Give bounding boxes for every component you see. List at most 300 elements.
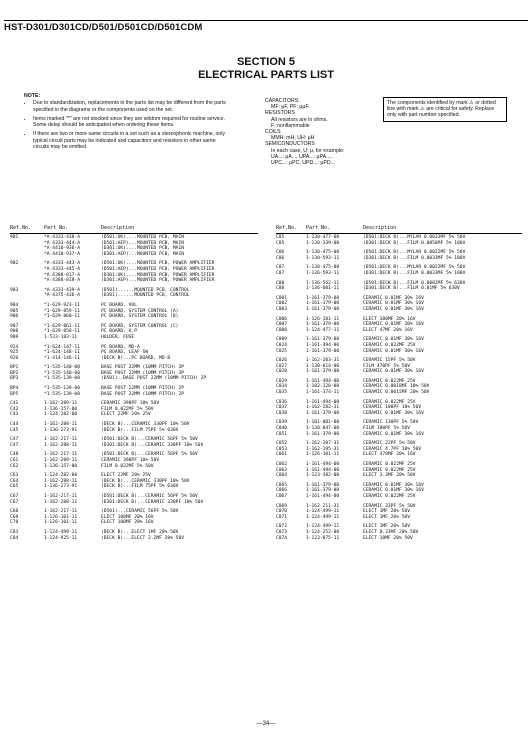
parts-row bbox=[10, 536, 262, 542]
description: (DECK B)...CERAMIC 330PF 10% 50V bbox=[101, 422, 190, 428]
ref-no: C072 bbox=[276, 524, 288, 530]
ref-no: C053 bbox=[276, 446, 288, 452]
part-no: 1-162-217-11 bbox=[44, 452, 78, 458]
parts-row bbox=[276, 536, 528, 542]
description: PC BOARD, MD-A bbox=[101, 344, 140, 350]
ref-no: 925 bbox=[10, 350, 19, 356]
part-no: 1-136-157-00 bbox=[44, 463, 78, 469]
ref-no: C035 bbox=[276, 390, 288, 396]
part-no: 1-126-101-11 bbox=[44, 520, 78, 526]
parts-row bbox=[10, 500, 262, 506]
part-no: 1-161-374-11 bbox=[306, 390, 340, 396]
description: ELECT 22MF 20% 25V bbox=[101, 473, 151, 479]
part-no: 1-162-289-11 bbox=[44, 458, 78, 463]
left-header-rule bbox=[10, 233, 258, 234]
part-no: 1-130-593-11 bbox=[306, 255, 340, 261]
ref-no: C071 bbox=[276, 514, 288, 520]
description: ELECT 1MF 20% 50V bbox=[363, 524, 411, 530]
ref-no: 924 bbox=[10, 344, 19, 350]
description: CERAMIC 0.01MF 30% 16V bbox=[363, 482, 424, 488]
parts-row bbox=[10, 314, 262, 320]
legend-semis-text-1: In each case, U: μ, for example: bbox=[271, 147, 345, 154]
ref-no: C65 bbox=[10, 484, 19, 490]
part-no: 1-162-207-31 bbox=[306, 441, 340, 447]
part-no: 1-161-494-00 bbox=[306, 342, 340, 348]
parts-row bbox=[276, 349, 528, 355]
legend-semis-text-3: UPC...: μPC, UPD...: μPD... bbox=[271, 160, 335, 167]
description: CERAMIC 0.0018MF 10% 50V bbox=[363, 384, 430, 390]
legend-resistors-text-2: F: nonflammable bbox=[271, 122, 310, 129]
part-no: 1-161-494-00 bbox=[306, 462, 340, 467]
ref-no: C67 bbox=[10, 499, 19, 505]
parts-row bbox=[276, 432, 528, 438]
description: (D501)......MOUNTED PCB, CONTROL bbox=[101, 287, 190, 293]
part-no: *1-624-147-11 bbox=[44, 344, 80, 350]
ref-no: C074 bbox=[276, 535, 288, 541]
description: CERAMIC 0.01MF 30% 16V bbox=[363, 295, 424, 301]
part-no: 1-162-288-11 bbox=[44, 442, 78, 448]
description: CERAMIC 0.01MF 30% 16V bbox=[363, 306, 424, 312]
description: (DECK B)...ELECT 2.2MF 20% 50V bbox=[101, 535, 184, 541]
legend-semis-heading: SEMICONDUCTORS bbox=[265, 141, 315, 148]
description: CERAMIC 0.01MF 30% 16V bbox=[363, 488, 424, 494]
part-no: 1-161-379-00 bbox=[306, 482, 340, 488]
notes-title: NOTE: bbox=[24, 93, 41, 99]
ref-no: C47 bbox=[10, 442, 19, 448]
part-no: 1-124-499-11 bbox=[44, 529, 78, 535]
description: CERAMIC 0.022MF 25V bbox=[363, 378, 416, 384]
ref-no: C040 bbox=[276, 426, 288, 432]
part-no: 1-161-379-00 bbox=[306, 410, 340, 416]
legend-semis-text-2: UA...: μA..., UPA...: μPA..., bbox=[271, 153, 332, 160]
ref-no: C026 bbox=[276, 358, 288, 364]
description: CERAMIC 0.01MF 30% 16V bbox=[363, 337, 424, 343]
ref-no: C027 bbox=[276, 363, 288, 369]
parts-row bbox=[276, 286, 528, 292]
part-no: 1-161-494-00 bbox=[306, 378, 340, 384]
abbreviation-legend bbox=[265, 98, 375, 166]
ref-no: C024 bbox=[276, 342, 288, 348]
description: (D301:DECK B)...CERAMIC 330PF 10% 50V bbox=[101, 499, 204, 505]
parts-row bbox=[10, 484, 262, 490]
description: (D501:UK)....MOUNTED PCB, POWER AMPLIFIER bbox=[101, 261, 215, 267]
description: (D301)......MOUNTED PCB, CONTROL bbox=[101, 293, 190, 299]
ref-no: 908 bbox=[10, 329, 19, 335]
ref-no: BP3 bbox=[10, 376, 19, 382]
description: (DECK B)...CERAMIC 330PF 10% 50V bbox=[101, 478, 190, 484]
description: CERAMIC 0.022MF 25V bbox=[363, 462, 416, 467]
description: ELECT 0.33MF 20% 50V bbox=[363, 529, 419, 535]
ref-no: 901 bbox=[10, 235, 19, 240]
ref-no: C45 bbox=[10, 427, 19, 433]
description: (D501:AEP)...MOUNTED PCB, POWER AMPLIFIER bbox=[101, 266, 215, 272]
description: FILM 180PF 5% 50V bbox=[363, 426, 411, 432]
ref-no: C86 bbox=[276, 250, 285, 256]
description: CERAMIC 0.01MF 30% 16V bbox=[363, 301, 424, 307]
description: (D301:UK)....MOUNTED PCB, MAIN bbox=[101, 246, 184, 252]
parts-row bbox=[10, 335, 262, 341]
ref-no: C034 bbox=[276, 384, 288, 390]
part-no: 1-162-211-31 bbox=[306, 503, 340, 509]
model-title: HST-D301/D301CD/D501/D501CD/D501CDM bbox=[4, 22, 203, 33]
part-no: 1-161-379-00 bbox=[306, 301, 340, 307]
description: CERAMIC 0.01MF 30% 16V bbox=[363, 410, 424, 416]
ref-no: C051 bbox=[276, 431, 288, 437]
part-no: 1-124-282-00 bbox=[44, 473, 78, 479]
right-header-rule bbox=[276, 233, 522, 234]
parts-row bbox=[10, 293, 262, 299]
ref-no: C009 bbox=[276, 337, 288, 343]
ref-no: C067 bbox=[276, 493, 288, 499]
description: CERAMIC 0.022MF 25V bbox=[363, 467, 416, 473]
part-no: *1-629-860-11 bbox=[44, 314, 80, 320]
description: PC BOARD, H.P bbox=[101, 329, 137, 335]
part-no: 1-130-047-00 bbox=[306, 426, 340, 432]
description: CERAMIC 22PF 5% 50V bbox=[363, 441, 416, 447]
parts-row bbox=[276, 241, 528, 247]
description: CERAMIC 390PF 10% 50V bbox=[101, 458, 160, 463]
parts-row bbox=[276, 452, 528, 458]
ref-no: C83 bbox=[10, 529, 19, 535]
part-no: *A-4388-818-A bbox=[44, 278, 80, 284]
ref-no: C85 bbox=[276, 235, 285, 240]
parts-row bbox=[276, 473, 528, 479]
part-no: 1-124-252-00 bbox=[306, 529, 340, 535]
part-no: 1-161-379-00 bbox=[306, 322, 340, 328]
description: ELECT 1MF 20% 50V bbox=[363, 514, 411, 520]
ref-no: C68 bbox=[10, 509, 19, 515]
description: CERAMIC 0.01MF 30% 16V bbox=[363, 322, 424, 328]
part-no: 1-162-217-11 bbox=[44, 509, 78, 515]
part-no: 1-136-593-11 bbox=[306, 270, 340, 276]
description: (D301:AEP)...MOUNTED PCB, POWER AMPLIFIER bbox=[101, 278, 215, 284]
ref-no: C48 bbox=[10, 452, 19, 458]
description: (D301:DECK B)...CERAMIC 330PF 10% 50V bbox=[101, 442, 204, 448]
ref-no: 903 bbox=[10, 287, 19, 293]
part-no: 1-161-379-00 bbox=[306, 337, 340, 343]
ref-no: C88 bbox=[276, 286, 285, 292]
part-no: 1-124-925-11 bbox=[44, 535, 78, 541]
ref-no: C86 bbox=[276, 255, 285, 261]
part-no: 1-162-288-11 bbox=[44, 499, 78, 505]
part-no: 1-123-382-00 bbox=[306, 473, 340, 479]
col-ref-header: Ref.No. bbox=[10, 225, 32, 231]
part-no: *A-4333-438-A bbox=[44, 235, 80, 240]
description: CERAMIC 390PF 10% 50V bbox=[101, 401, 160, 407]
safety-notice-box: The components identified by mark ⚠ or dotted line with mark ⚠ are critical for safety. Replace only with part number specified. bbox=[383, 97, 507, 122]
description: PC BOARD, SYSTEM CONTROL (A) bbox=[101, 308, 179, 314]
description: (D301:DECK B)...FILM 0.0033MF 5% 100V bbox=[363, 270, 466, 276]
part-no: *1-629-923-11 bbox=[44, 302, 80, 308]
part-no: 1-161-494-00 bbox=[306, 467, 340, 473]
description: (D501:DECK B)...CERAMIC 56PF 5% 50V bbox=[101, 452, 198, 458]
description: BASE POST 22MM (10MM PITCH) 3P bbox=[101, 370, 184, 376]
ref-no: 926 bbox=[10, 355, 19, 361]
ref-no: C63 bbox=[10, 473, 19, 479]
part-no: 1-162-282-31 bbox=[306, 405, 340, 411]
ref-no: BP5 bbox=[10, 391, 19, 397]
part-no: *A-4333-443-A bbox=[44, 261, 80, 267]
description: PC BOARD, SYSTEM CONTROL (B) bbox=[101, 314, 179, 320]
description: PC BOARD, SYSTEM CONTROL (C) bbox=[101, 323, 179, 329]
part-no: 1-126-101-11 bbox=[44, 514, 78, 520]
description: CERAMIC 4.7PF 10% 50V bbox=[363, 446, 422, 452]
description: BASE POST 22MM (10MM PITCH) 2P bbox=[101, 391, 184, 397]
description: FILM 0.022MF 5% 50V bbox=[101, 406, 154, 412]
col-desc-header: Description bbox=[363, 225, 397, 231]
ref-no: 904 bbox=[10, 302, 19, 308]
legend-coils-heading: COILS bbox=[265, 129, 281, 136]
description: CERAMIC 0.01MF 30% 16V bbox=[363, 369, 424, 375]
parts-row bbox=[276, 256, 528, 262]
description: CERAMIC 130PF 5% 50V bbox=[363, 420, 419, 426]
part-no: *A-4333-444-A bbox=[44, 240, 80, 246]
page-title: ELECTRICAL PARTS LIST bbox=[198, 69, 334, 81]
ref-no: C066 bbox=[276, 488, 288, 494]
description: (DECK B)...FILM 75PF 5% 630V bbox=[101, 427, 179, 433]
description: ELECT 3.3MF 20% 50V bbox=[363, 473, 416, 479]
parts-row bbox=[276, 271, 528, 277]
notes-list bbox=[24, 100, 232, 150]
description: (D301:DECK B)...FILM 0.0056MF 5% 100V bbox=[363, 240, 466, 246]
description: (D501:DECK B)...MYLAR 0.0033MF 5% 50V bbox=[363, 235, 466, 240]
part-no: 1-124-499-11 bbox=[306, 509, 340, 515]
part-no: *1-535-139-00 bbox=[44, 391, 80, 397]
parts-row bbox=[276, 515, 528, 521]
ref-no: C069 bbox=[276, 503, 288, 509]
description: ELECT 100MF 20% 16V bbox=[101, 520, 154, 526]
description: (DECK B)...ELECT 1MF 20% 50V bbox=[101, 529, 179, 535]
parts-row bbox=[10, 464, 262, 470]
ref-no: C69 bbox=[10, 514, 19, 520]
ref-no: C064 bbox=[276, 473, 288, 479]
notes-block bbox=[24, 93, 232, 153]
part-no: 1-130-475-00 bbox=[306, 265, 340, 271]
part-no: 1-161-379-00 bbox=[306, 431, 340, 437]
description: BASE POST 22MM (10MM PITCH) 2P bbox=[101, 386, 184, 392]
description: (D301:UK)....MOUNTED PCB, POWER AMPLIFIER bbox=[101, 272, 215, 278]
ref-no: C029 bbox=[276, 378, 288, 384]
part-no: 1-162-288-11 bbox=[44, 422, 78, 428]
part-no: 1-130-475-00 bbox=[306, 250, 340, 256]
part-no: 1-161-494-00 bbox=[306, 493, 340, 499]
ref-no: C008 bbox=[276, 327, 288, 333]
ref-no: C038 bbox=[276, 410, 288, 416]
part-no: *A-4388-817-A bbox=[44, 272, 80, 278]
ref-no: C052 bbox=[276, 441, 288, 447]
description: HOLDER, FUSE bbox=[101, 334, 135, 340]
description: (D301:DECK B)...FILM 0.0033MF 5% 100V bbox=[363, 255, 466, 261]
col-part-header: Part No. bbox=[306, 225, 331, 231]
ref-no: 907 bbox=[10, 323, 19, 329]
part-no: *1-535-140-00 bbox=[44, 370, 80, 376]
ref-no: C41 bbox=[10, 401, 19, 407]
description: CERAMIC 100PF 10% 50V bbox=[363, 405, 422, 411]
description: (D501)...CERAMIC 56PF 5% 50V bbox=[101, 509, 179, 515]
ref-no: C84 bbox=[10, 535, 19, 541]
ref-no: C42 bbox=[10, 406, 19, 412]
part-no: 1-130-339-00 bbox=[306, 240, 340, 246]
parts-row bbox=[276, 411, 528, 417]
part-no: *A-4333-439-A bbox=[44, 287, 80, 293]
part-no: 1-161-379-00 bbox=[306, 369, 340, 375]
description: CERAMIC 33PF 5% 50V bbox=[363, 503, 416, 509]
part-no: *1-624-148-11 bbox=[44, 350, 80, 356]
ref-no: C001 bbox=[276, 295, 288, 301]
parts-row bbox=[276, 328, 528, 334]
ref-no: C039 bbox=[276, 420, 288, 426]
description: (D501:UK)....MOUNTED PCB, MAIN bbox=[101, 235, 184, 240]
description: CERAMIC 0.0015MF 20% 50V bbox=[363, 390, 430, 396]
part-no: *1-629-858-11 bbox=[44, 329, 80, 335]
part-no: 1-130-014-00 bbox=[306, 363, 340, 369]
part-no: 1-162-217-11 bbox=[44, 493, 78, 499]
ref-no: C006 bbox=[276, 316, 288, 322]
ref-no: C85 bbox=[276, 240, 285, 246]
legend-capacitors-text: MF: μF, PF: μμF. bbox=[271, 104, 310, 111]
ref-no: C87 bbox=[276, 270, 285, 276]
part-no: *1-629-861-11 bbox=[44, 323, 80, 329]
part-no: 1-533-183-11 bbox=[44, 334, 78, 340]
ref-no: 905 bbox=[10, 308, 19, 314]
parts-row bbox=[10, 443, 262, 449]
parts-row bbox=[276, 369, 528, 375]
description: ELECT 22MF 20% 25V bbox=[101, 412, 151, 418]
parts-list-right bbox=[276, 235, 528, 541]
description: (D301:AEP)...MOUNTED PCB, MAIN bbox=[101, 251, 184, 257]
description: ELECT 470MF 20% 16V bbox=[363, 452, 416, 458]
note-item: • Items marked "*" are not stocked since they are seldom required for routine service. Some delay should be anticipated when ordering these items. bbox=[33, 116, 232, 129]
note-item: • If there are two or more same circuits in a set such as a stereophonic machine, only typical circuit parts may be indicated and capacitors and resistors in other same circuits may be omitted. bbox=[33, 131, 232, 150]
ref-no: C037 bbox=[276, 405, 288, 411]
description: ELECT 100MF 20% 16V bbox=[101, 514, 154, 520]
description: CERAMIC 0.022MF 25V bbox=[363, 342, 416, 348]
parts-row bbox=[276, 307, 528, 313]
part-no: 1-161-379-00 bbox=[306, 348, 340, 354]
description: PC BOARD, VOL bbox=[101, 302, 137, 308]
ref-no: BP2 bbox=[10, 370, 19, 376]
ref-no: C025 bbox=[276, 348, 288, 354]
ref-no: C003 bbox=[276, 306, 288, 312]
parts-row bbox=[10, 278, 262, 284]
part-no: *1-535-140-00 bbox=[44, 365, 80, 371]
parts-row bbox=[10, 520, 262, 526]
ref-no: 909 bbox=[10, 334, 19, 340]
ref-no: C028 bbox=[276, 369, 288, 375]
part-no: 1-162-203-31 bbox=[306, 358, 340, 364]
ref-no: C62 bbox=[10, 463, 19, 469]
part-no: 1-162-217-11 bbox=[44, 437, 78, 443]
parts-row bbox=[276, 494, 528, 500]
ref-no: C002 bbox=[276, 301, 288, 307]
part-no: *1-414-146-11 bbox=[44, 355, 80, 361]
ref-no: C64 bbox=[10, 478, 19, 484]
ref-no: BP1 bbox=[10, 365, 19, 371]
legend-capacitors-heading: CAPACITORS: bbox=[265, 98, 300, 104]
description: (D501:AEP)...MOUNTED PCB, MAIN bbox=[101, 240, 184, 246]
description: (D501:DECK B)...CERAMIC 56PF 5% 50V bbox=[101, 437, 198, 443]
ref-no: C43 bbox=[10, 412, 19, 418]
part-no: 1-136-273-91 bbox=[44, 484, 78, 490]
col-part-header: Part No. bbox=[44, 225, 69, 231]
part-no: *1-535-139-00 bbox=[44, 386, 80, 392]
description: (D501:DECK B)...FILM 0.0082MF 5% 630V bbox=[363, 280, 466, 286]
description: (D301:DECK B)...FILM 0.01MF 5% 630V bbox=[363, 286, 460, 292]
ref-no: C47 bbox=[10, 437, 19, 443]
ref-no: C70 bbox=[10, 520, 19, 526]
parts-row bbox=[10, 376, 262, 382]
description: ELECT 1MF 20% 50V bbox=[363, 509, 411, 515]
ref-no: C063 bbox=[276, 467, 288, 473]
legend-resistors-heading: RESISTORS bbox=[265, 110, 295, 117]
part-no: 1-102-120-00 bbox=[306, 384, 340, 390]
parts-row bbox=[10, 412, 262, 418]
part-no: 1-124-499-11 bbox=[306, 524, 340, 530]
description: (D501:DECK B)...MYLAR 0.0022MF 5% 50V bbox=[363, 265, 466, 271]
ref-no: 902 bbox=[10, 261, 19, 267]
ref-no: C44 bbox=[10, 422, 19, 428]
ref-no: 906 bbox=[10, 314, 19, 320]
ref-no: C87 bbox=[276, 265, 285, 271]
section-number: SECTION 5 bbox=[236, 56, 296, 68]
part-no: 1-124-282-00 bbox=[44, 412, 78, 418]
part-no: *A-4333-445-A bbox=[44, 266, 80, 272]
part-no: *1-535-139-00 bbox=[44, 376, 80, 382]
ref-no: C062 bbox=[276, 462, 288, 467]
part-no: *1-629-859-11 bbox=[44, 308, 80, 314]
col-ref-header: Ref.No. bbox=[276, 225, 298, 231]
parts-row bbox=[276, 390, 528, 396]
part-no: 1-162-195-31 bbox=[306, 446, 340, 452]
parts-list-left bbox=[10, 235, 262, 541]
part-no: 1-162-288-11 bbox=[44, 478, 78, 484]
part-no: 1-136-562-11 bbox=[306, 280, 340, 286]
description: FILM 470PF 5% 50V bbox=[363, 363, 411, 369]
part-no: 1-130-477-00 bbox=[306, 235, 340, 240]
description: (D501:DECK B)...CERAMIC 56PF 5% 50V bbox=[101, 493, 198, 499]
part-no: 1-136-273-91 bbox=[44, 427, 78, 433]
ref-no: C065 bbox=[276, 482, 288, 488]
part-no: 1-123-875-11 bbox=[306, 535, 340, 541]
part-no: 1-124-499-11 bbox=[306, 514, 340, 520]
part-no: 1-162-289-11 bbox=[44, 401, 78, 407]
part-no: 1-161-379-00 bbox=[306, 295, 340, 301]
part-no: 1-161-379-00 bbox=[306, 306, 340, 312]
part-no: 1-161-379-00 bbox=[306, 488, 340, 494]
part-no: *A-4375-436-A bbox=[44, 293, 80, 299]
description: CERAMIC 0.01MF 30% 16V bbox=[363, 431, 424, 437]
description: (D501:DECK B)...MYLAR 0.0022MF 5% 50V bbox=[363, 250, 466, 256]
page-number: —34— bbox=[256, 721, 276, 727]
description: ELECT 47MF 20% 16V bbox=[363, 327, 413, 333]
legend-coils-text: MMH: mH, UH: μH bbox=[271, 135, 315, 142]
description: PC BOARD, LEAF SW bbox=[101, 350, 149, 356]
parts-row bbox=[10, 252, 262, 258]
description: (D501)..BASE POST 22MM (10MM PITCH) 2P bbox=[101, 376, 207, 382]
part-no: 1-161-494-00 bbox=[306, 399, 340, 405]
description: CERAMIC 0.022MF 25V bbox=[363, 493, 416, 499]
ref-no: C070 bbox=[276, 509, 288, 515]
ref-no: BP4 bbox=[10, 386, 19, 392]
part-no: *A-4410-936-A bbox=[44, 246, 80, 252]
description: CERAMIC 0.01MF 30% 16V bbox=[363, 348, 424, 354]
description: CERAMIC 0.022MF 25V bbox=[363, 399, 416, 405]
col-desc-header: Description bbox=[101, 225, 135, 231]
legend-resistors-text-1: All resistors are in ohms. bbox=[271, 116, 328, 123]
parts-row bbox=[10, 428, 262, 434]
part-no: 1-126-101-11 bbox=[306, 452, 340, 458]
part-no: *A-4410-937-A bbox=[44, 251, 80, 257]
